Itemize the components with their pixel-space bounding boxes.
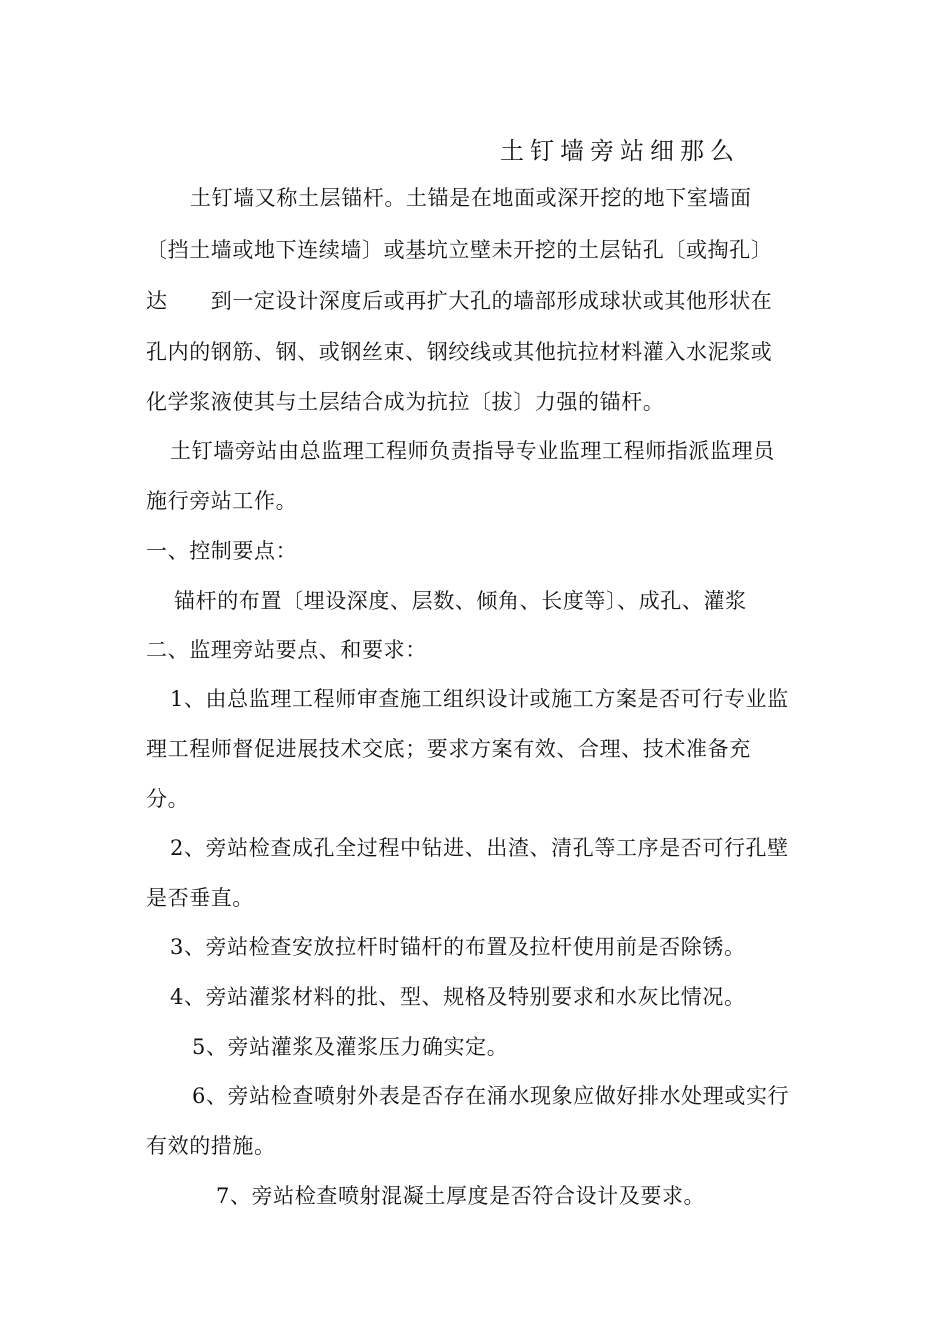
- item-1-line-3: 分。: [146, 787, 190, 811]
- document-title: 土钉墙旁站细那么: [500, 137, 740, 165]
- section-heading-supervision-points: 二、监理旁站要点、和要求：: [146, 638, 427, 662]
- paragraph-intro-line-2: 〔挡土墙或地下连续墙〕或基坑立壁未开挖的土层钻孔〔或掏孔〕: [146, 238, 773, 262]
- item-4: 4、旁站灌浆材料的批、型、规格及特别要求和水灰比情况。: [170, 985, 746, 1009]
- item-5: 5、旁站灌浆及灌浆压力确实定。: [192, 1035, 509, 1059]
- paragraph-intro-line-3: 达 到一定设计深度后或再扩大孔的墙部形成球状或其他形状在: [146, 289, 773, 313]
- item-7: 7、旁站检查喷射混凝土厚度是否符合设计及要求。: [216, 1184, 706, 1208]
- paragraph-intro-line-5: 化学浆液使其与土层结合成为抗拉〔拔〕力强的锚杆。: [146, 390, 665, 414]
- item-6-line-1: 6、旁站检查喷射外表是否存在涌水现象应做好排水处理或实行: [192, 1084, 790, 1108]
- paragraph-responsibility-line-1: 土钉墙旁站由总监理工程师负责指导专业监理工程师指派监理员: [170, 439, 775, 463]
- item-2-line-2: 是否垂直。: [146, 886, 254, 910]
- paragraph-intro-line-1: 土钉墙又称土层锚杆。土锚是在地面或深开挖的地下室墙面: [190, 186, 752, 210]
- section-heading-control-points: 一、控制要点：: [146, 539, 298, 563]
- control-points-content: 锚杆的布置〔埋设深度、层数、倾角、长度等〕、成孔、灌浆: [174, 589, 747, 613]
- item-1-line-1: 1、由总监理工程师审查施工组织设计或施工方案是否可行专业监: [170, 687, 789, 711]
- item-2-line-1: 2、旁站检查成孔全过程中钻进、出渣、清孔等工序是否可行孔壁: [170, 836, 789, 860]
- paragraph-intro-line-4: 孔内的钢筋、钢、或钢丝束、钢绞线或其他抗拉材料灌入水泥浆或: [146, 340, 773, 364]
- item-6-line-2: 有效的措施。: [146, 1134, 276, 1158]
- item-3: 3、旁站检查安放拉杆时锚杆的布置及拉杆使用前是否除锈。: [170, 935, 746, 959]
- paragraph-responsibility-line-2: 施行旁站工作。: [146, 489, 298, 513]
- item-1-line-2: 理工程师督促进展技术交底；要求方案有效、合理、技术准备充: [146, 737, 751, 761]
